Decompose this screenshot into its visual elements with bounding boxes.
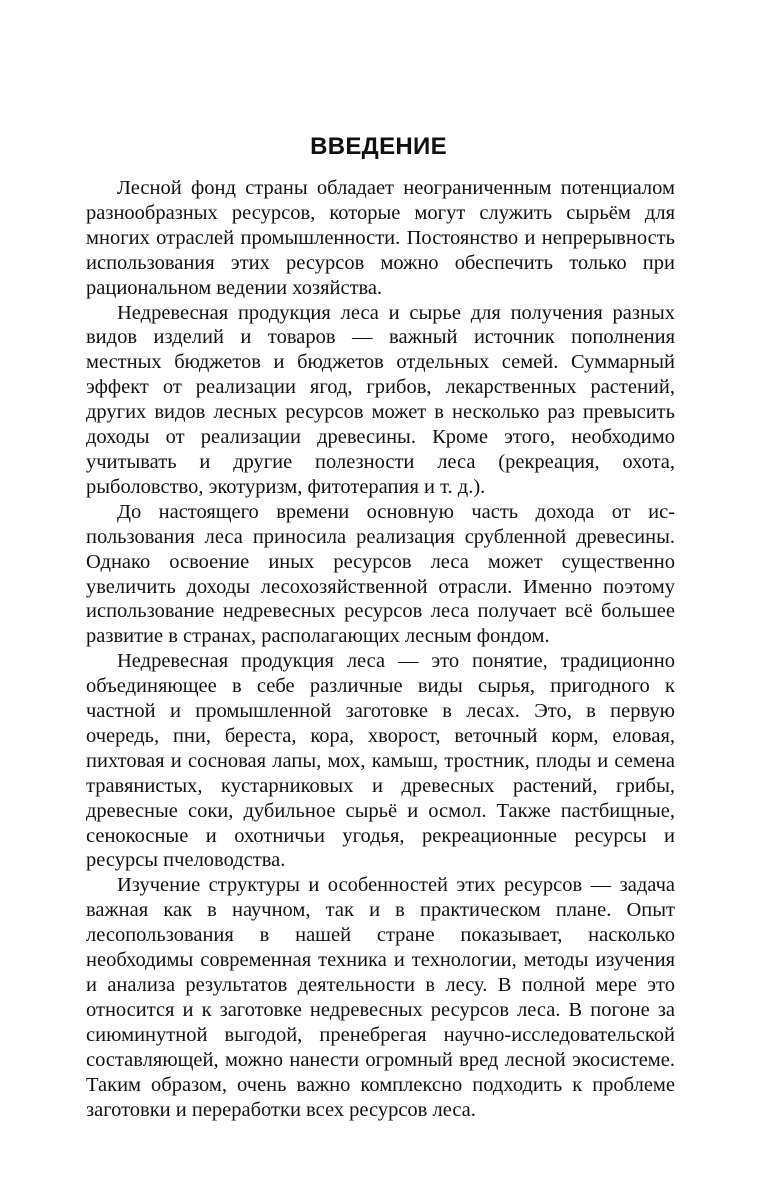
paragraph: Недревесная продукция леса — это понятие, традиционно объединяющее в себе различные виды сырья, пригодного к частной и промышленной заготовке в лесах. Это, в первую очередь, пни, береста, кора, хворост, веточный корм, еловая, пихтовая и сосновая лапы, мох, камыш, тростник, плоды и семена травянистых, кустарниковых и древесных растений, грибы, древесные соки, дубильное сырьё и осмол. Также пастбищные, сенокосные и охотничьи угодья, рекреационные ресурсы и ресурсы пчеловодства. [86, 650, 675, 872]
paragraph: Недревесная продукция леса и сырье для получения разных видов изделий и товаров — важный источник пополнения местных бюджетов и бюджетов отдельных семей. Суммарный эффект от реализации ягод, грибов, лекарственных растений, других видов лесных ресурсов может в несколько раз превысить доходы от реализации древесины. Кроме этого, необходимо учитывать и другие полезности леса (рекреация, охота, рыболовство, экотуризм, фитотерапия и т. д.). [86, 301, 675, 498]
paragraph: Лесной фонд страны обладает неограниченным потенциалом разнообразных ресурсов, которые могут служить сырьём для многих отраслей промышленности. Постоянство и непрерывность использования этих ресурсов можно обеспечить только при рациональном ведении хозяйства. [86, 177, 675, 299]
paragraph: Изучение структуры и особенностей этих ресурсов — задача важная как в научном, так и в практическом плане. Опыт лесопользования в нашей стране показывает, насколько необходимы современная техника и технологии, методы изучения и анализа результатов деятельности в лесу. В полной мере это относится и к заготовке недревесных ресурсов леса. В погоне за сиюминутной выгодой, пренебрегая научно-исследовательской составляющей, можно нанести огромный вред лесной экосистеме. Таким образом, очень важно комплексно подходить к проблеме заготовки и переработки всех ресурсов леса. [86, 874, 675, 1121]
paragraph: До настоящего времени основную часть дохода от использования леса приносила реализация срубленной древесины. Однако освоение иных ресурсов леса может существенно увеличить доходы лесохозяйственной отрасли. Именно поэтому использование недревесных ресурсов леса получает всё большее развитие в странах, располагающих лесным фондом. [86, 500, 675, 648]
chapter-body [86, 176, 675, 1122]
chapter-heading: ВВЕДЕНИЕ [310, 133, 447, 160]
